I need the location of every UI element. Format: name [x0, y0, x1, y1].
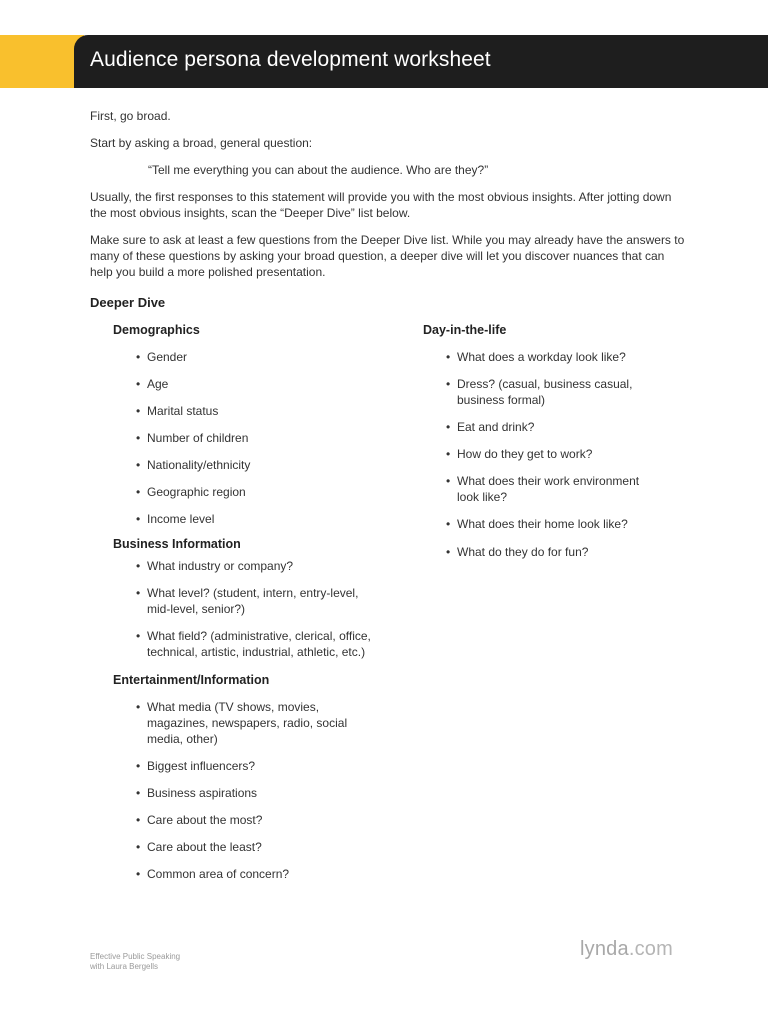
intro-section [90, 108, 690, 291]
list-item: • How do they get to work? [446, 447, 593, 461]
list-item: • What does a workday look like? [446, 350, 626, 364]
list-item: • Biggest influencers? [136, 759, 256, 773]
list-item: • What does their home look like? [446, 517, 628, 531]
list-item: • Age [136, 377, 169, 391]
header-accent-tab [0, 35, 84, 88]
day-in-the-life-list [423, 349, 663, 560]
list-item: • What does their work environment look like? [446, 474, 640, 504]
day-in-the-life-heading: Day-in-the-life [423, 323, 507, 337]
list-item: • Geographic region [136, 485, 246, 499]
list-item: • Marital status [136, 404, 219, 418]
list-item: • Number of children [136, 431, 249, 445]
list-item: • Dress? (casual, business casual, business formal) [446, 377, 633, 407]
business-list [113, 558, 373, 660]
course-author: with Laura Bergells [90, 962, 159, 971]
entertainment-list [113, 699, 373, 882]
demographics-heading: Demographics [113, 323, 200, 337]
demographics-list [113, 349, 373, 527]
list-item: • Income level [136, 512, 215, 526]
intro-paragraph-2: Start by asking a broad, general question: [90, 136, 313, 150]
course-title: Effective Public Speaking [90, 952, 181, 961]
list-item: • Eat and drink? [446, 420, 535, 434]
page-title: Audience persona development worksheet [90, 48, 491, 71]
list-item: • What level? (student, intern, entry-level, mid-level, senior?) [136, 586, 359, 616]
list-item: • Common area of concern? [136, 867, 290, 881]
list-item: • Gender [136, 350, 188, 364]
list-item: • What do they do for fun? [446, 545, 589, 559]
right-column [423, 322, 663, 560]
list-item: • Business aspirations [136, 786, 258, 800]
intro-paragraph-3: Usually, the first responses to this statement will provide you with the most obvious insights. After jotting down the most obvious insights, scan the “Deeper Dive” list below. [90, 190, 672, 220]
logo-suffix: .com [628, 938, 673, 960]
list-item: • What media (TV shows, movies, magazines, newspapers, radio, social media, other) [136, 700, 348, 746]
deeper-dive-heading: Deeper Dive [90, 295, 166, 310]
intro-quote: “Tell me everything you can about the audience. Who are they?” [148, 163, 489, 177]
logo-brand: lynda [580, 938, 629, 960]
list-item: • Nationality/ethnicity [136, 458, 251, 472]
business-information-heading: Business Information [113, 537, 241, 551]
lynda-logo [580, 938, 673, 961]
list-item: • What industry or company? [136, 559, 294, 573]
list-item: • Care about the least? [136, 840, 262, 854]
left-column [113, 322, 373, 882]
course-credit [90, 952, 180, 972]
list-item: • What field? (administrative, clerical, office, technical, artistic, industrial, athletic, etc.) [136, 629, 371, 659]
intro-paragraph-4: Make sure to ask at least a few questions from the Deeper Dive list. While you may already have the answers to many of these questions by asking your broad question, a deeper dive will let you discover nuances that can help you build a more polished presentation. [90, 233, 685, 279]
header-banner [0, 35, 768, 88]
intro-paragraph-1: First, go broad. [90, 109, 171, 123]
list-item: • Care about the most? [136, 813, 263, 827]
entertainment-information-heading: Entertainment/Information [113, 673, 270, 687]
